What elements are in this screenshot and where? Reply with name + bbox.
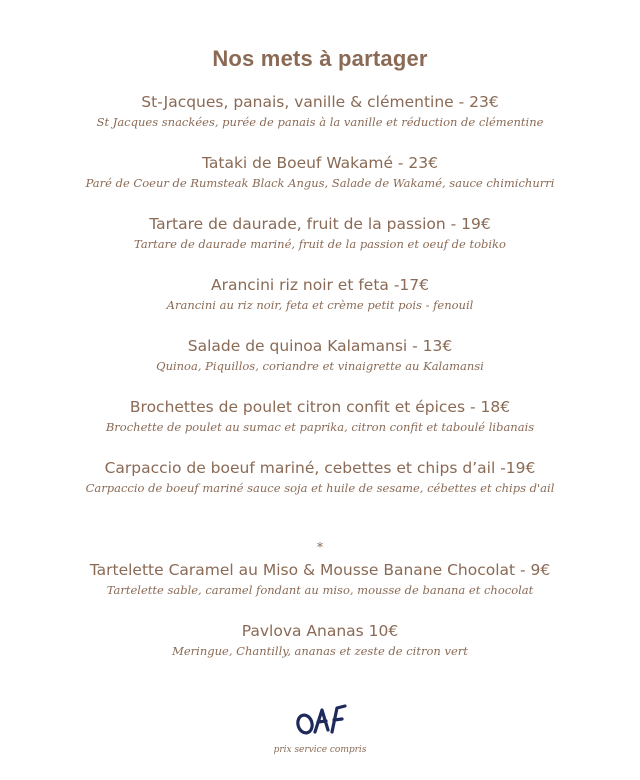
footer-note: prix service compris (273, 745, 367, 755)
menu-item (0, 336, 640, 374)
dish-description: Tartelette sable, caramel fondant au miso, mousse de banana et chocolat (106, 583, 534, 597)
dish-description: Carpaccio de boeuf mariné sauce soja et huile de sesame, cébettes et chips d'ail (85, 481, 555, 495)
menu-item (0, 397, 640, 435)
dish-name: Tartelette Caramel au Miso & Mousse Banane Chocolat - 9€ (89, 561, 551, 579)
dish-name: Pavlova Ananas 10€ (241, 622, 399, 640)
dish-description: Brochette de poulet au sumac et paprika, citron confit et taboulé libanais (105, 420, 535, 434)
dish-description: Paré de Coeur de Rumsteak Black Angus, Salade de Wakamé, sauce chimichurri (85, 176, 555, 190)
menu-item (0, 275, 640, 313)
oaf-logo (295, 698, 347, 740)
dish-description: Quinoa, Piquillos, coriandre et vinaigrette au Kalamansi (156, 359, 484, 373)
dish-name: Brochettes de poulet citron confit et épices - 18€ (129, 398, 511, 416)
dish-name: Tataki de Boeuf Wakamé - 23€ (201, 154, 439, 172)
section-separator: * (317, 540, 323, 554)
menu-item (0, 214, 640, 252)
dish-description: Tartare de daurade mariné, fruit de la passion et oeuf de tobiko (134, 237, 506, 251)
menu-title: Nos mets à partager (212, 46, 428, 71)
dish-name: Salade de quinoa Kalamansi - 13€ (187, 337, 453, 355)
dish-description: St Jacques snackées, purée de panais à la vanille et réduction de clémentine (96, 115, 544, 129)
dish-name: St-Jacques, panais, vanille & clémentine - 23€ (141, 93, 499, 111)
dessert-item (0, 560, 640, 598)
dish-description: Meringue, Chantilly, ananas et zeste de citron vert (172, 644, 468, 658)
dish-description: Arancini au riz noir, feta et crème petit pois - fenouil (166, 298, 474, 312)
dish-name: Tartare de daurade, fruit de la passion - 19€ (149, 215, 491, 233)
dish-name: Arancini riz noir et feta -17€ (210, 276, 430, 294)
menu-item (0, 458, 640, 496)
dish-name: Carpaccio de boeuf mariné, cebettes et chips d’ail -19€ (104, 459, 536, 477)
menu-item (0, 153, 640, 191)
menu-item (0, 92, 640, 130)
dessert-item (0, 621, 640, 659)
